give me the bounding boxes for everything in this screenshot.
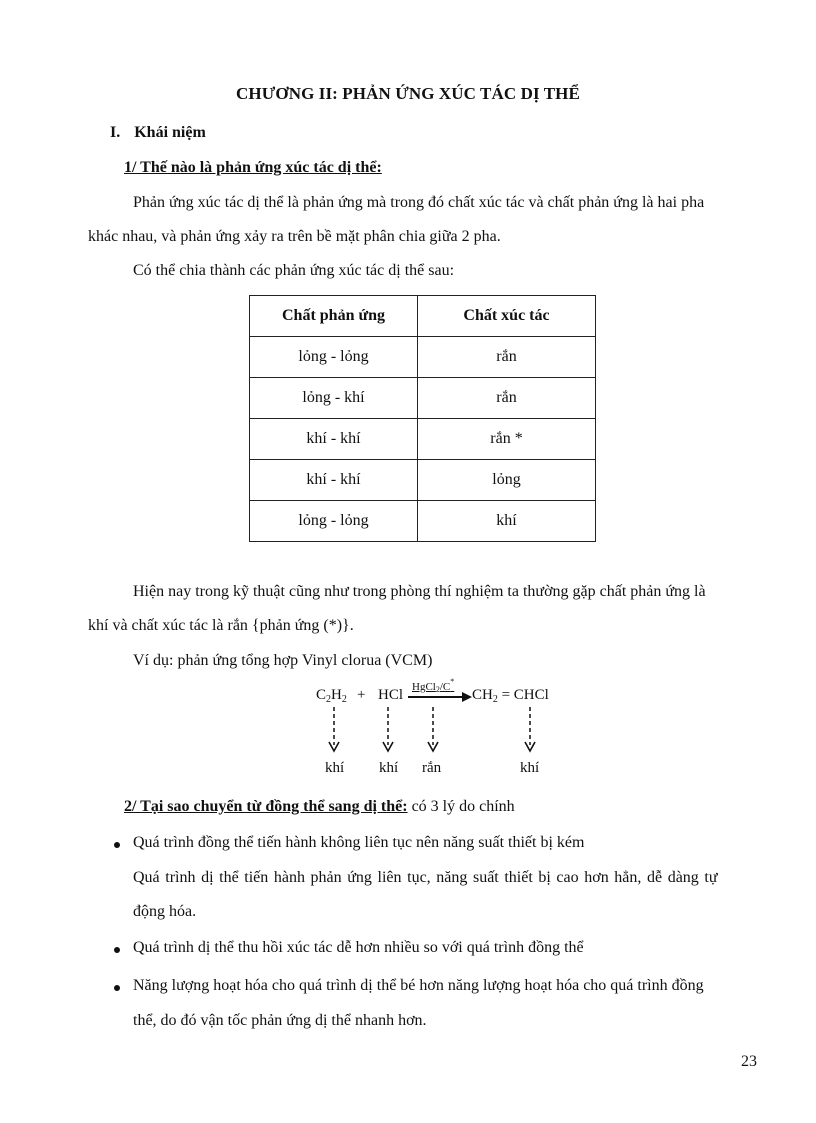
table-row — [250, 501, 596, 542]
phase-label-product: khí — [520, 760, 540, 776]
paragraph-1-line-2: khác nhau, và phản ứng xảy ra trên bề mặt phân chia giữa 2 pha. — [88, 228, 501, 245]
reactant-c2h2: $C_2H_2$ — [316, 687, 347, 705]
subheading-1: 1/ Thế nào là phản ứng xúc tác dị thể: — [124, 159, 382, 176]
bullet-1: Quá trình đồng thể tiến hành không liên tục nên năng suất thiết bị kém — [133, 834, 585, 851]
table-row — [250, 378, 596, 419]
table-cell: rắn * — [418, 419, 596, 460]
example-line: Ví dụ: phản ứng tổng hợp Vinyl clorua (VCM) — [133, 652, 433, 669]
table-cell: khí - khí — [250, 419, 418, 460]
section-heading — [110, 124, 206, 142]
bullet-2: Quá trình dị thể thu hồi xúc tác dễ hơn nhiều so với quá trình đồng thể — [133, 939, 584, 956]
table-cell: khí — [418, 501, 596, 542]
table-cell: lỏng - khí — [250, 378, 418, 419]
table-cell: khí - khí — [250, 460, 418, 501]
bullet-dot — [114, 842, 120, 848]
reactant-hcl: HCl — [378, 687, 404, 703]
table-row — [250, 337, 596, 378]
paragraph-3-line-1: Hiện nay trong kỹ thuật cũng như trong phòng thí nghiệm ta thường gặp chất phản ứng là — [133, 583, 706, 600]
bullet-1-cont-line-2: động hóa. — [133, 903, 197, 920]
bullet-dot — [114, 985, 120, 991]
chapter-title: CHƯƠNG II: PHẢN ỨNG XÚC TÁC DỊ THỂ — [236, 84, 580, 103]
table-cell: lỏng — [418, 460, 596, 501]
table-row — [250, 419, 596, 460]
table-header: Chất xúc tác — [418, 296, 596, 337]
paragraph-1-line-1: Phản ứng xúc tác dị thể là phản ứng mà trong đó chất xúc tác và chất phản ứng là hai pha — [133, 194, 705, 211]
catalysis-table — [249, 295, 596, 542]
phase-label-c2h2: khí — [325, 760, 345, 776]
bullet-3-line-2: thể, do đó vận tốc phản ứng dị thể nhanh hơn. — [133, 1012, 427, 1029]
reaction-arrow — [408, 690, 472, 704]
subheading-2: 2/ Tại sao chuyển từ đồng thể sang dị thể: có 3 lý do chính — [124, 798, 515, 815]
phase-label-catalyst: rắn — [422, 760, 442, 776]
table-cell: rắn — [418, 378, 596, 419]
table-cell: rắn — [418, 337, 596, 378]
table-header: Chất phản ứng — [250, 296, 418, 337]
catalyst-label: HgCl2/C* — [412, 677, 455, 694]
phase-arrows — [320, 705, 540, 755]
bullet-3-line-1: Năng lượng hoạt hóa cho quá trình dị thể bé hơn năng lượng hoạt hóa cho quá trình đồng — [133, 977, 704, 994]
table-row — [250, 460, 596, 501]
bullet-dot — [114, 947, 120, 953]
section-number: I. — [110, 124, 121, 141]
section-title: Khái niệm — [134, 124, 206, 141]
paragraph-3-line-2: khí và chất xúc tác là rắn {phản ứng (*)}. — [88, 617, 354, 634]
plus-sign: + — [357, 687, 366, 703]
bullet-1-cont-line-1: Quá trình dị thể tiến hành phản ứng liên tục, năng suất thiết bị cao hơn hẳn, dễ dàng tự — [133, 869, 718, 886]
table-cell: lỏng - lỏng — [250, 337, 418, 378]
product-vcm: $CH_2$ = CHCl — [472, 687, 549, 705]
phase-label-hcl: khí — [379, 760, 399, 776]
page-number: 23 — [741, 1053, 757, 1070]
paragraph-2: Có thể chia thành các phản ứng xúc tác dị thể sau: — [133, 262, 455, 279]
table-header-row — [250, 296, 596, 337]
table-cell: lỏng - lỏng — [250, 501, 418, 542]
